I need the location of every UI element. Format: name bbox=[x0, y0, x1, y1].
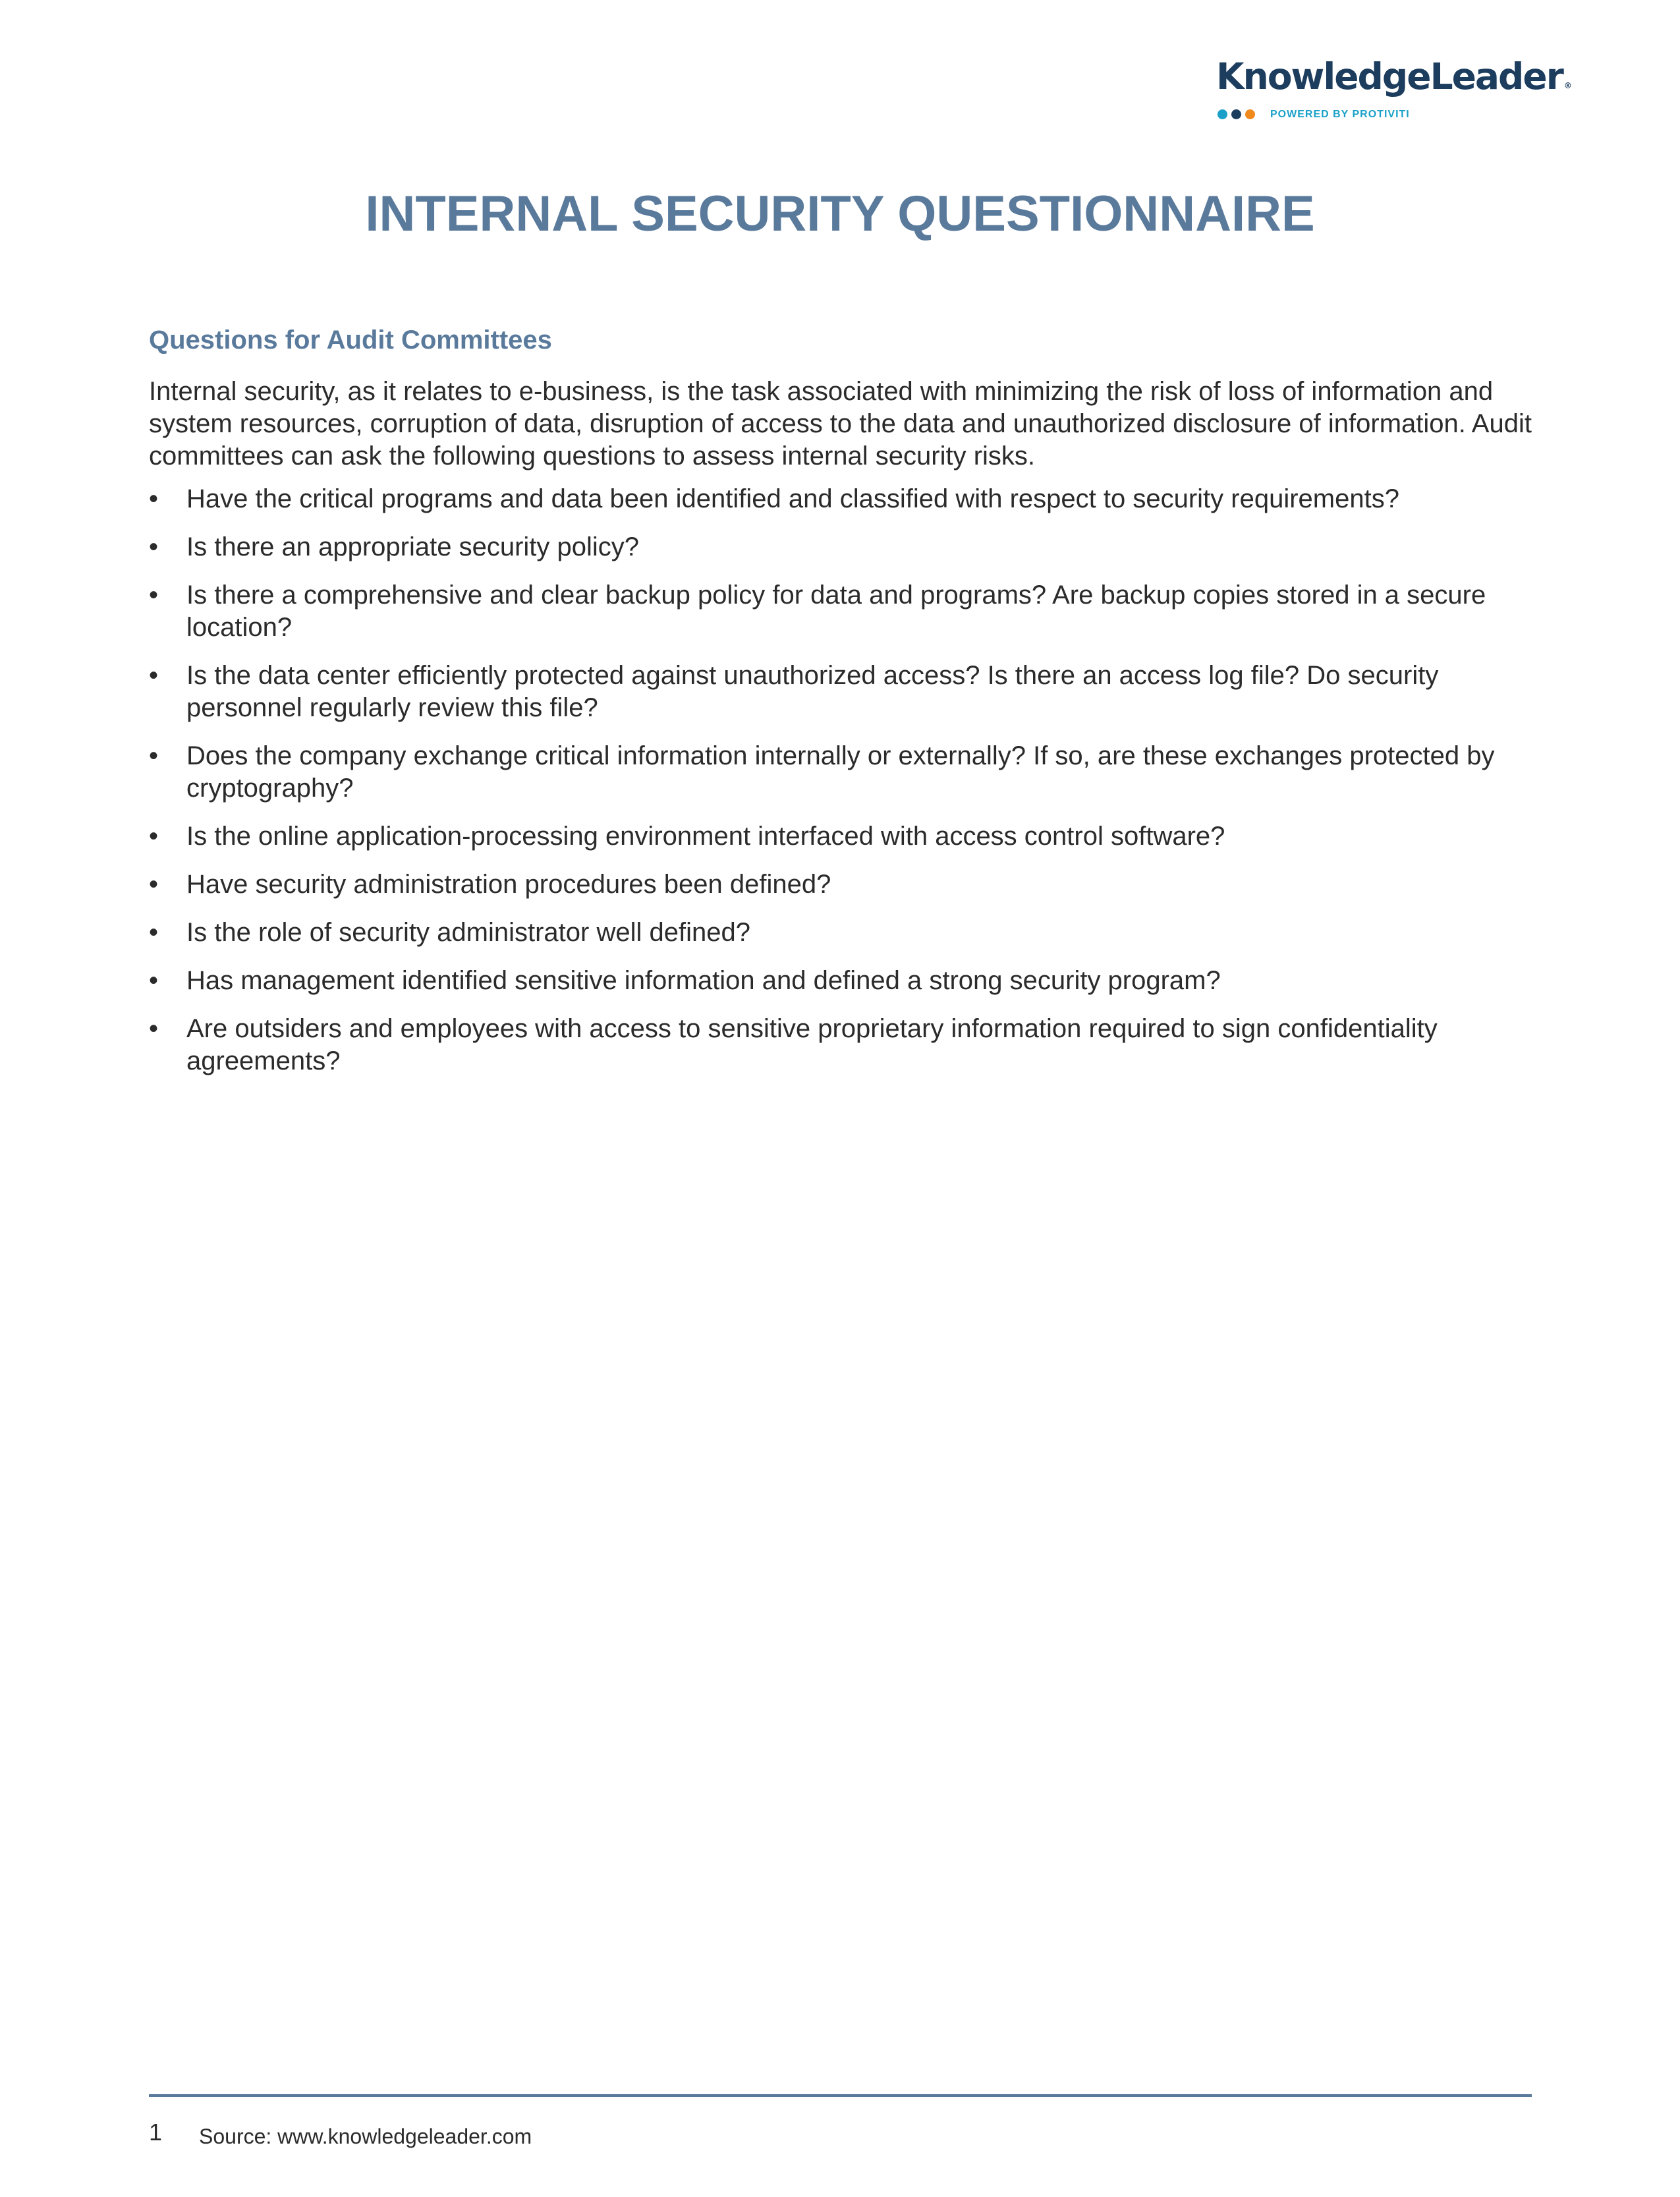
question-item bbox=[149, 579, 1532, 644]
question-item bbox=[149, 1013, 1532, 1077]
question-text: Is there an appropriate security policy? bbox=[186, 532, 640, 561]
bullet-icon: • bbox=[149, 918, 159, 947]
bullet-icon: • bbox=[149, 581, 159, 610]
logo-dot bbox=[1231, 109, 1241, 119]
footer-divider bbox=[149, 2094, 1532, 2097]
question-text: Is the role of security administrator well defined? bbox=[186, 918, 750, 947]
question-item bbox=[149, 917, 1532, 949]
registered-mark: ® bbox=[1563, 81, 1572, 90]
bullet-icon: • bbox=[149, 484, 159, 513]
question-text: Has management identified sensitive information and defined a strong security program? bbox=[186, 966, 1221, 995]
bullet-icon: • bbox=[149, 966, 159, 995]
question-text: Are outsiders and employees with access to sensitive proprietary information required to sign confidentiality agreements? bbox=[186, 1014, 1438, 1075]
bullet-icon: • bbox=[149, 741, 159, 770]
source-citation: Source: www.knowledgeleader.com bbox=[199, 2125, 532, 2148]
bullet-icon: • bbox=[149, 1014, 159, 1043]
question-item bbox=[149, 660, 1532, 724]
logo-wordmark: KnowledgeLeader ® bbox=[1216, 55, 1572, 98]
section-heading: Questions for Audit Committees bbox=[149, 326, 552, 355]
question-text: Have the critical programs and data been identified and classified with respect to security requirements? bbox=[186, 484, 1399, 513]
question-text: Is the online application-processing environment interfaced with access control software? bbox=[186, 822, 1225, 851]
knowledgeleader-logo bbox=[1216, 55, 1572, 128]
logo-dot bbox=[1245, 109, 1255, 119]
question-text: Have security administration procedures been defined? bbox=[186, 870, 831, 899]
bullet-icon: • bbox=[149, 822, 159, 851]
question-item bbox=[149, 869, 1532, 901]
page-title: INTERNAL SECURITY QUESTIONNAIRE bbox=[365, 186, 1315, 242]
intro-paragraph: Internal security, as it relates to e-business, is the task associated with minimizing the risk of loss of information and system resources, corruption of data, disruption of access to the data and unauthorized disclosure of information. Audit committees can ask the following questions to assess internal security risks. bbox=[149, 377, 1532, 471]
question-text: Does the company exchange critical information internally or externally? If so, are these exchanges protected by cryptography? bbox=[186, 741, 1495, 803]
question-item bbox=[149, 483, 1532, 515]
question-item bbox=[149, 531, 1532, 563]
question-text: Is the data center efficiently protected against unauthorized access? Is there an access log file? Do security personnel regularly review this file? bbox=[186, 661, 1439, 722]
document-body bbox=[149, 323, 1532, 1093]
logo-dot bbox=[1218, 109, 1227, 119]
logo-tagline: POWERED BY PROTIVITI bbox=[1270, 109, 1410, 120]
question-list bbox=[149, 483, 1532, 1077]
question-item bbox=[149, 740, 1532, 805]
logo-dots-icon bbox=[1218, 109, 1255, 121]
question-text: Is there a comprehensive and clear backup policy for data and programs? Are backup copies stored in a secure location? bbox=[186, 581, 1486, 642]
bullet-icon: • bbox=[149, 870, 159, 899]
page-number: 1 bbox=[149, 2119, 163, 2146]
question-item bbox=[149, 820, 1532, 853]
bullet-icon: • bbox=[149, 532, 159, 561]
bullet-icon: • bbox=[149, 661, 159, 690]
question-item bbox=[149, 965, 1532, 997]
